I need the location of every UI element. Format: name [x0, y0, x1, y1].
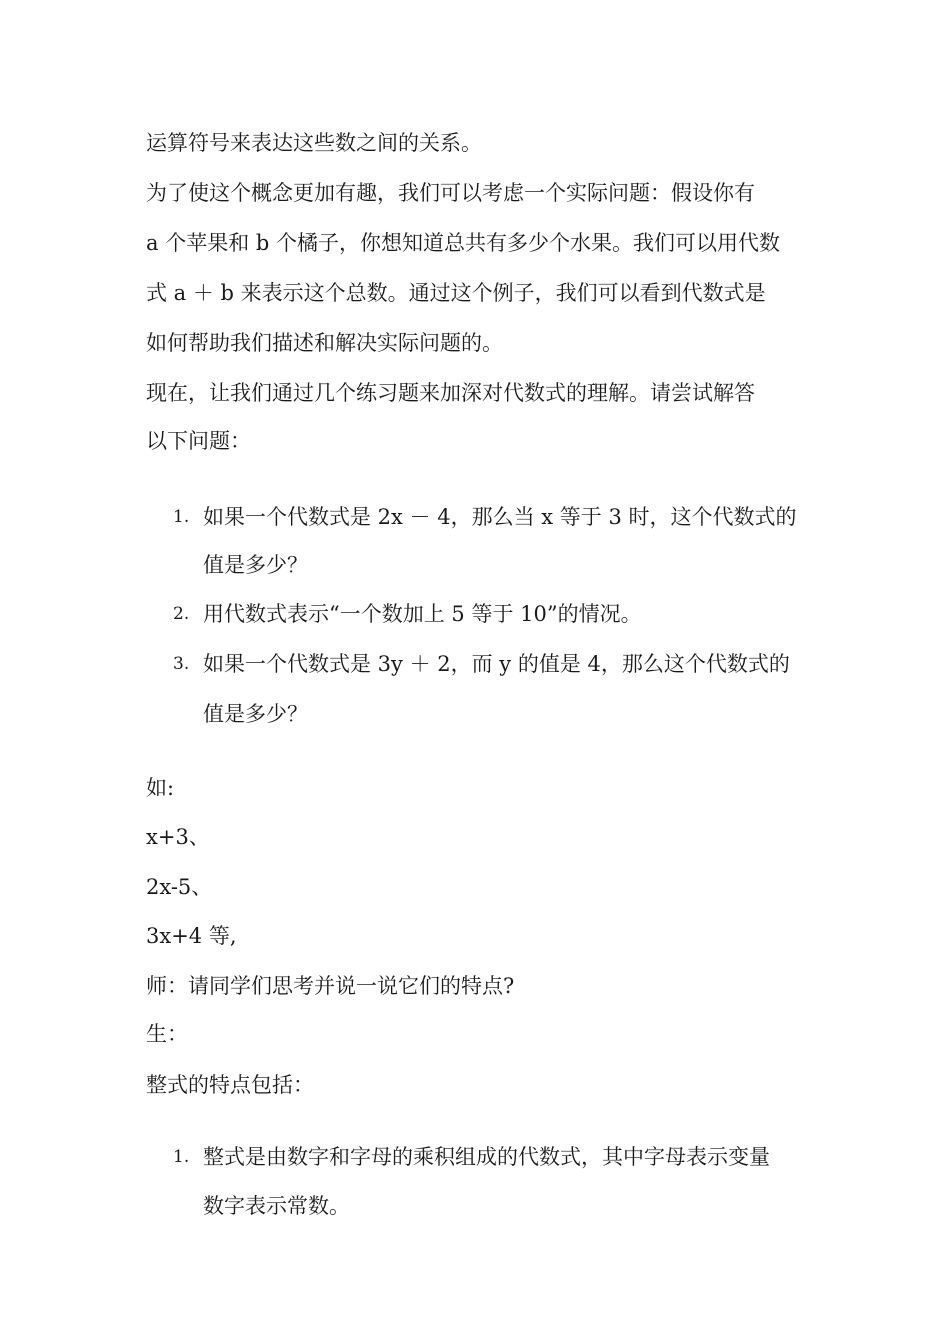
list-number: 1. [173, 1147, 190, 1167]
paragraph-line: 运算符号来表达这些数之间的关系。 [146, 131, 482, 155]
paragraph-line: 现在，让我们通过几个练习题来加深对代数式的理解。请尝试解答 [146, 381, 755, 405]
list-item-text: 整式是由数字和字母的乘积组成的代数式，其中字母表示变量 [203, 1145, 770, 1169]
paragraph-line: a 个苹果和 b 个橘子，你想知道总共有多少个水果。我们可以用代数 [146, 231, 780, 255]
list-item-text: 值是多少？ [203, 702, 308, 726]
list-item-text: 数字表示常数。 [203, 1194, 350, 1218]
paragraph-line: 整式的特点包括： [146, 1073, 314, 1097]
paragraph-line: 如: [146, 776, 175, 800]
list-number: 2. [173, 604, 190, 624]
list-item-text: 如果一个代数式是 2x － 4，那么当 x 等于 3 时，这个代数式的 [203, 505, 797, 529]
paragraph-line: 以下问题： [146, 429, 251, 453]
paragraph-line: x+3、 [146, 825, 210, 849]
paragraph-line: 师：请同学们思考并说一说它们的特点? [146, 974, 515, 998]
list-item-text: 值是多少？ [203, 553, 308, 577]
paragraph-line: 为了使这个概念更加有趣，我们可以考虑一个实际问题：假设你有 [146, 181, 755, 205]
paragraph-line: 生： [146, 1022, 188, 1046]
paragraph-line: 2x-5、 [146, 875, 213, 899]
paragraph-line: 如何帮助我们描述和解决实际问题的。 [146, 331, 503, 355]
list-item-text: 用代数式表示“一个数加上 5 等于 10”的情况。 [203, 602, 642, 626]
paragraph-line: 3x+4 等, [146, 924, 237, 948]
list-item-text: 如果一个代数式是 3y ＋ 2，而 y 的值是 4，那么这个代数式的 [203, 652, 790, 676]
list-number: 1. [173, 507, 190, 527]
list-number: 3. [173, 654, 190, 674]
paragraph-line: 式 a ＋ b 来表示这个总数。通过这个例子，我们可以看到代数式是 [146, 281, 766, 305]
